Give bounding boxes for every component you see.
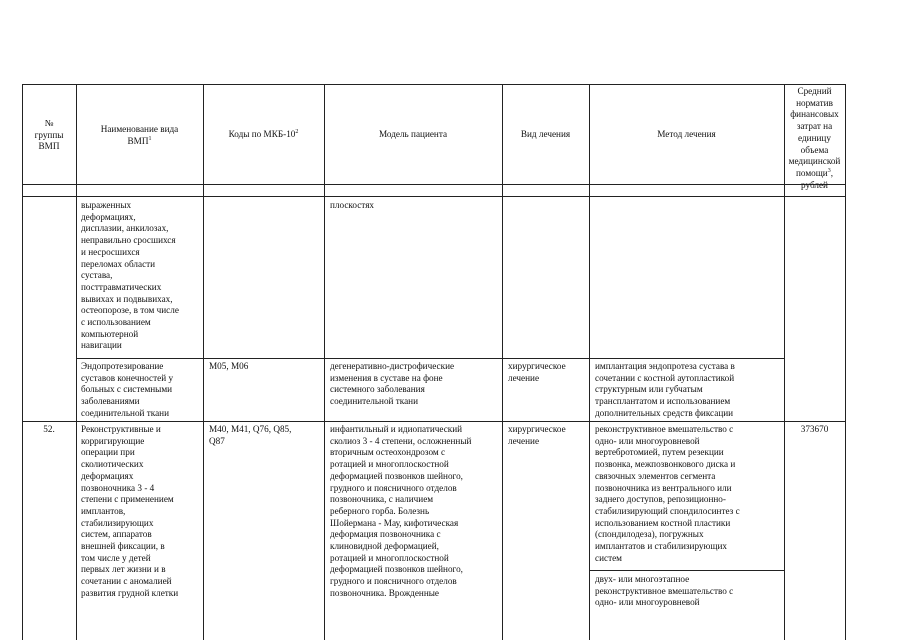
- footnote-marker-3: 3: [827, 167, 831, 174]
- header-vmp-name: [76, 124, 203, 147]
- header-icd-codes: [203, 129, 324, 141]
- col-border-2: [203, 84, 204, 640]
- endo-treatment-method: имплантация эндопротеза сустава в сочетании с костной аутопластикой структурным или губчатым трансплантатом и использованием дополнительных средств фиксации: [595, 361, 735, 418]
- endo-treatment-type: хирургическое лечение: [508, 361, 566, 383]
- col-border-4: [502, 84, 503, 640]
- footnote-marker-1: 1: [148, 135, 152, 142]
- endo-icd-codes: M05, M06: [209, 361, 249, 371]
- group52-top-border: [22, 421, 846, 422]
- footnote-marker-2: 2: [295, 128, 299, 135]
- group52-treatment-method-2: двух- или многоэтапное реконструктивное вмешательство с одно- или многоуровневой: [595, 574, 734, 608]
- header-vmp-name-text: Наименование вида ВМП: [100, 124, 179, 146]
- header-average-cost-text: Средний норматив финансовых затрат на единицу объема медицинской помощи: [788, 86, 841, 178]
- header-average-cost-unit: , рублей: [801, 167, 834, 190]
- col-border-3: [324, 84, 325, 640]
- endo-vmp-name: Эндопротезирование суставов конечностей у больных с системными заболеваниями соединительной ткани: [81, 361, 174, 418]
- group52-average-cost: 373670: [800, 424, 829, 434]
- endo-row-top-border: [76, 358, 784, 359]
- header-treatment-method: Метод лечения: [657, 129, 716, 139]
- header-average-cost: [784, 86, 845, 191]
- group52-vmp-name: Реконструктивные и корригирующие операции при сколиотических деформациях позвоночника 3 - 4 степени с применением имплантов, стабилизирующих систем, аппаратов внешней фиксации, в том числе у детей первых лет жизни и в сочетании с аномалией развития грудной клетки: [81, 424, 179, 598]
- table-top-border: [22, 84, 846, 85]
- col-border-5: [589, 84, 590, 640]
- header-bottom-border: [22, 184, 846, 185]
- header-patient-model: Модель пациента: [378, 129, 448, 139]
- endo-patient-model: дегенеративно-дистрофические изменения в суставе на фоне системного заболевания соединительной ткани: [330, 361, 455, 407]
- col-border-1: [76, 84, 77, 640]
- cont-patient-model: плоскостях: [330, 200, 375, 210]
- header-group-number: № группы ВМП: [34, 118, 64, 152]
- header-treatment-type: Вид лечения: [520, 129, 571, 139]
- col-border-7: [845, 84, 846, 640]
- group52-treatment-method-1: реконструктивное вмешательство с одно- или многоуровневой вертебротомией, путем резекции позвонка, межпозвонкового диска и связочных элементов сегмента позвоночника из вентрального или заднего доступов, репозиционно- стабилизирующий спондилосинтез с использованием костной пластики (спондилодеза), погружных имплантатов и стабилизирующих систем: [595, 424, 740, 563]
- group52-treatment-type: хирургическое лечение: [508, 424, 566, 446]
- group52-number: 52.: [43, 424, 55, 434]
- numbering-row-border: [22, 196, 846, 197]
- group52-patient-model: инфантильный и идиопатический сколиоз 3 - 4 степени, осложненный вторичным остеохондрозом с ротацией и многоплоскостной деформацией позвонков шейного, грудного и поясничного отделов позвоночника, с наличием реберного горба. Болезнь Шойермана - Мау, кифотическая деформация позвоночника с клиновидной деформацией, ротацией и многоплоскостной деформацией позвонков шейного, грудного и поясничного отделов позвоночника. Врожденные: [330, 424, 472, 598]
- method-split-border: [589, 570, 785, 571]
- cont-vmp-name: выраженных деформациях, дисплазии, анкилозах, неправильно сросшихся и несросшихся переломах области сустава, посттравматических вывихах и подвывихах, остеопорозе, в том числе с использованием компьютерной навигации: [81, 200, 179, 351]
- col-border-0: [22, 84, 23, 640]
- group52-icd-codes: M40, M41, Q76, Q85, Q87: [209, 424, 292, 446]
- header-icd-codes-text: Коды по МКБ-10: [228, 129, 296, 139]
